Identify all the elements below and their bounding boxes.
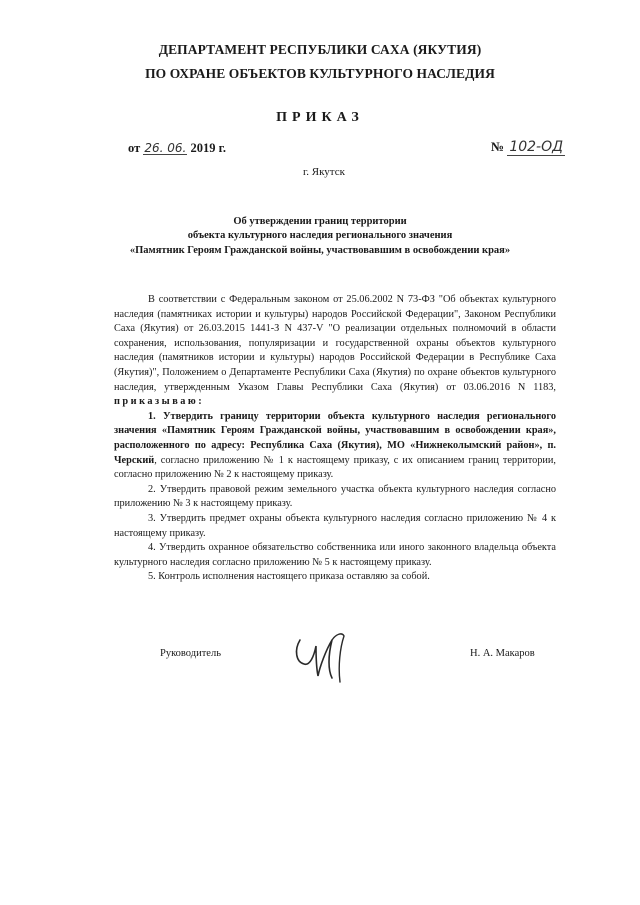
order-number [491,139,565,156]
date-day-month: 26. 06. [144,141,187,155]
document-title: ПРИКАЗ [276,110,364,125]
item-1-bold: 1. Утвердить границу территории объекта культурного наследия регионального значения «Памятник Героям Гражданской войны, участвовавшим в освобождении края», расположенного по адресу: Республика Саха (Якутия), МО «Нижнеколымский район», п. Черский [114,410,556,466]
order-date [128,141,226,156]
preamble-paragraph [114,293,556,410]
preamble-text: В соответствии с Федеральным законом от 25.06.2002 N 73-ФЗ "Об объектах культурного наследия (памятниках истории и культуры) народов Российской Федерации", Законом Республики Саха (Якутия) от 26.03.2015 1441-З N 437-V "О реализации отдельных полномочий в области сохранения, использования, популяризации и государственной охраны объектов культурного наследия (памятников истории и культуры) народов Российской Федерации в Республике Саха (Якутия)", Положением о Департаменте Республики Саха (Якутия) по охране объектов культурного наследия, утвержденным Указом Главы Республики Саха (Якутия) от 03.06.2016 N 1183, [114,294,556,393]
handwritten-signature [286,626,366,686]
item-2: 2. Утвердить правовой режим земельного участка объекта культурного наследия согласно приложению № 3 к настоящему приказу. [114,483,556,510]
subject-line2: объекта культурного наследия регионального значения [187,230,453,241]
date-year: 2019 г. [190,141,226,155]
department-name-line2: ПО ОХРАНЕ ОБЪЕКТОВ КУЛЬТУРНОГО НАСЛЕДИЯ [145,66,495,81]
number-prefix: № [491,139,505,154]
item-4: 4. Утвердить охранное обязательство собственника или иного законного владельца объекта культурного наследия согласно приложению № 5 к настоящему приказу. [114,542,556,568]
number-value: 102-ОД [509,139,564,155]
city: г. Якутск [303,166,345,178]
item-5: 5. Контроль исполнения настоящего приказа оставляю за собой. [148,571,430,583]
signer-name: Н. А. Макаров [470,648,535,659]
subject-line3: «Памятник Героям Гражданской войны, участвовавшим в освобождении края» [129,245,511,256]
item-1-rest: , согласно приложению № 1 к настоящему приказу, с их описанием границ территории, согласно приложению № 2 к настоящему приказу. [114,454,556,481]
signer-position: Руководитель [160,648,221,659]
subject-line1: Об утверждении границ территории [233,216,407,227]
department-name-line1: ДЕПАРТАМЕНТ РЕСПУБЛИКИ САХА (ЯКУТИЯ) [158,42,482,57]
item-3: 3. Утвердить предмет охраны объекта культурного наследия согласно приложению № 4 к настоящему приказу. [114,512,556,539]
date-prefix: от [128,141,141,155]
item-1 [114,410,556,483]
order-word: приказываю: [114,396,205,408]
document-body [114,293,556,585]
